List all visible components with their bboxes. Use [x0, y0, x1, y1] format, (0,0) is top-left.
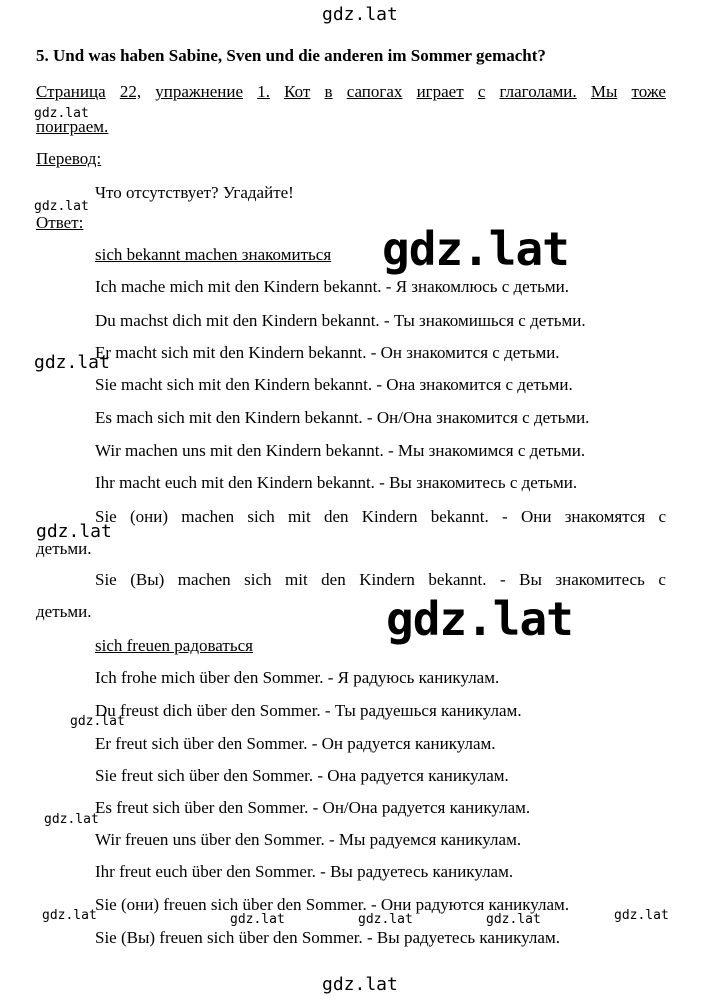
word: den: [323, 507, 349, 526]
watermark: gdz.lat: [230, 912, 285, 927]
word: -: [499, 570, 506, 589]
watermark: gdz.lat: [36, 521, 112, 542]
conjugation-line-cont: детьми.: [36, 602, 92, 621]
word: глаголами.: [499, 82, 577, 101]
watermark: gdz.lat: [34, 352, 110, 373]
watermark-large: gdz.lat: [382, 222, 569, 276]
conjugation-line: Er freut sich über den Sommer. - Он радуется каникулам.: [95, 734, 496, 753]
watermark: gdz.lat: [614, 908, 669, 923]
word: sich: [244, 570, 272, 589]
conjugation-line: Ich frohe mich über den Sommer. - Я радуюсь каникулам.: [95, 668, 500, 687]
section-header: sich freuen радоваться: [95, 636, 253, 655]
conjugation-line: Wir freuen uns über den Sommer. - Мы радуемся каникулам.: [95, 830, 522, 849]
word: machen: [181, 507, 235, 526]
conjugation-line: Du machst dich mit den Kindern bekannt. - Ты знакомишься с детьми.: [95, 311, 586, 330]
watermark-large: gdz.lat: [386, 592, 573, 646]
conjugation-line: Ich mache mich mit den Kindern bekannt. - Я знакомлюсь с детьми.: [95, 277, 569, 296]
word: Они: [520, 507, 552, 526]
word: bekannt.: [428, 570, 487, 589]
word: Kindern: [359, 570, 415, 589]
conjugation-line: Sie macht sich mit den Kindern bekannt. - Она знакомится с детьми.: [95, 375, 573, 394]
watermark: gdz.lat: [358, 912, 413, 927]
word: с: [477, 82, 486, 101]
word: Кот: [284, 82, 311, 101]
word: в: [324, 82, 333, 101]
watermark-bottom: gdz.lat: [322, 974, 398, 995]
word: с: [658, 507, 666, 526]
word: знакомятся: [564, 507, 646, 526]
exercise-reference: [36, 82, 666, 102]
word: упражнение: [155, 82, 244, 101]
conjugation-line-wrapped: [95, 507, 666, 527]
word: Sie: [95, 507, 117, 526]
word: Вы: [519, 570, 542, 589]
conjugation-line: Sie freut sich über den Sommer. - Она радуется каникулам.: [95, 766, 509, 785]
conjugation-line: Sie (они) freuen sich über den Sommer. - Они радуются каникулам.: [95, 895, 570, 914]
word: machen: [177, 570, 231, 589]
conjugation-line: Wir machen uns mit den Kindern bekannt. - Мы знакомимся с детьми.: [95, 441, 586, 460]
word: Sie: [95, 570, 117, 589]
conjugation-line: Sie (Вы) freuen sich über den Sommer. - Вы радуетесь каникулам.: [95, 928, 560, 947]
conjugation-line: Es mach sich mit den Kindern bekannt. - Он/Она знакомится с детьми.: [95, 408, 590, 427]
conjugation-line: Ihr macht euch mit den Kindern bekannt. - Вы знакомитесь с детьми.: [95, 473, 578, 492]
watermark: gdz.lat: [34, 106, 89, 121]
conjugation-line: Du freust dich über den Sommer. - Ты радуешься каникулам.: [95, 701, 522, 720]
exercise-reference-cont: поиграем.: [36, 117, 109, 136]
translation-text: Что отсутствует? Угадайте!: [95, 183, 294, 202]
word: тоже: [631, 82, 666, 101]
word: играет: [416, 82, 464, 101]
conjugation-line-cont: детьми.: [36, 539, 92, 558]
conjugation-line: Ihr freut euch über den Sommer. - Вы радуетесь каникулам.: [95, 862, 514, 881]
word: Страница: [36, 82, 106, 101]
watermark: gdz.lat: [44, 812, 99, 827]
answer-label: Ответ:: [36, 213, 84, 232]
watermark: gdz.lat: [42, 908, 97, 923]
page-title: 5. Und was haben Sabine, Sven und die anderen im Sommer gemacht?: [36, 46, 546, 65]
word: 1.: [257, 82, 270, 101]
conjugation-line: Er macht sich mit den Kindern bekannt. - Он знакомится с детьми.: [95, 343, 560, 362]
section-header: sich bekannt machen знакомиться: [95, 245, 332, 264]
word: -: [502, 507, 508, 526]
watermark-top: gdz.lat: [322, 4, 398, 25]
watermark: gdz.lat: [34, 199, 89, 214]
word: знакомитесь: [555, 570, 645, 589]
word: den: [321, 570, 346, 589]
conjugation-line-wrapped: [95, 570, 666, 590]
word: mit: [285, 570, 308, 589]
word: sich: [247, 507, 275, 526]
word: (Вы): [130, 570, 165, 589]
word: Мы: [590, 82, 618, 101]
word: bekannt.: [430, 507, 489, 526]
watermark: gdz.lat: [486, 912, 541, 927]
watermark: gdz.lat: [70, 714, 125, 729]
conjugation-line: Es freut sich über den Sommer. - Он/Она радуется каникулам.: [95, 798, 531, 817]
word: Kindern: [361, 507, 418, 526]
word: с: [658, 570, 666, 589]
word: сапогах: [346, 82, 403, 101]
word: 22,: [119, 82, 142, 101]
word: mit: [288, 507, 311, 526]
word: (они): [129, 507, 169, 526]
translation-label: Перевод:: [36, 149, 102, 168]
